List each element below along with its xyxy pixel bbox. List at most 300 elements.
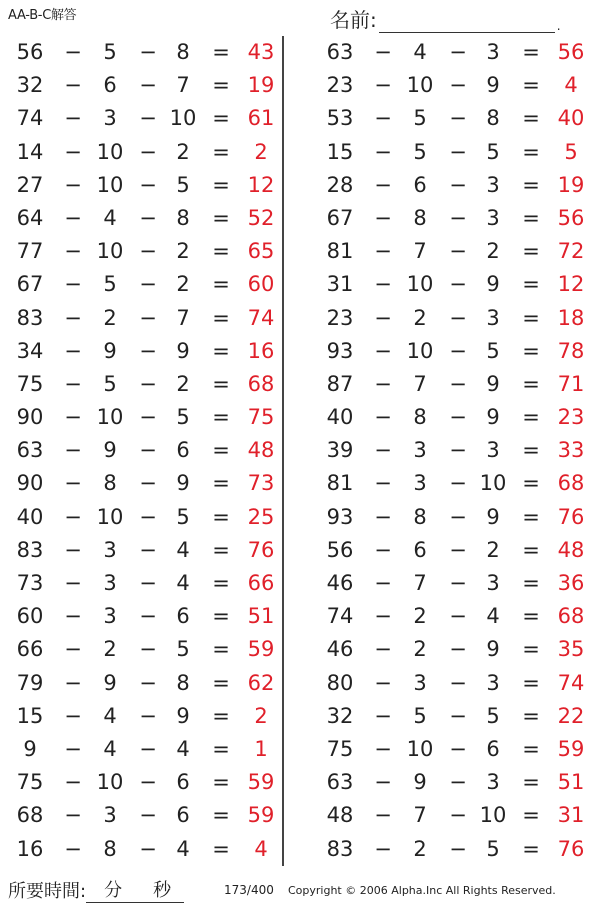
answer: 60: [247, 272, 275, 297]
subtrahend-2: 9: [486, 73, 500, 98]
minus-sign: −: [64, 670, 82, 695]
equals-sign: =: [212, 338, 230, 363]
equals-sign: =: [212, 736, 230, 761]
minus-sign: −: [449, 504, 467, 529]
minuend: 77: [16, 239, 44, 264]
subtrahend-1: 7: [413, 571, 427, 595]
minus-sign: −: [139, 637, 157, 662]
minus-sign: −: [139, 106, 157, 131]
minus-sign: −: [64, 537, 82, 562]
subtrahend-1: 3: [413, 438, 427, 463]
minus-sign: −: [139, 371, 157, 396]
minus-sign: −: [449, 405, 467, 430]
subtrahend-2: 4: [176, 736, 190, 761]
answer: 43: [247, 40, 275, 64]
subtrahend-1: 6: [413, 537, 427, 562]
answer: 75: [247, 405, 275, 430]
problem-row: [310, 302, 600, 335]
answer: 68: [557, 471, 585, 496]
subtrahend-1: 4: [103, 703, 117, 728]
problem-row: [310, 633, 600, 666]
subtrahend-1: 2: [413, 836, 427, 861]
minus-sign: −: [64, 571, 82, 595]
subtrahend-2: 4: [176, 571, 190, 595]
minuend: 79: [16, 670, 44, 695]
answer: 36: [557, 571, 585, 595]
left-problem-column: [0, 36, 290, 866]
minus-sign: −: [374, 106, 392, 131]
subtrahend-1: 10: [406, 272, 434, 297]
minus-sign: −: [139, 504, 157, 529]
minus-sign: −: [64, 106, 82, 131]
problem-row: [310, 102, 600, 135]
equals-sign: =: [522, 836, 540, 861]
worksheet-title: AA-B-C解答: [8, 8, 77, 23]
minus-sign: −: [374, 338, 392, 363]
subtrahend-2: 6: [176, 770, 190, 795]
minuend: 74: [326, 604, 354, 629]
equals-sign: =: [522, 604, 540, 629]
minuend: 48: [326, 803, 354, 828]
subtrahend-1: 10: [96, 504, 124, 529]
minus-sign: −: [449, 637, 467, 662]
minus-sign: −: [139, 40, 157, 64]
column-divider: [282, 36, 284, 866]
minus-sign: −: [64, 139, 82, 164]
problem-row: [0, 467, 290, 500]
subtrahend-1: 10: [406, 736, 434, 761]
minus-sign: −: [139, 836, 157, 861]
subtrahend-2: 9: [486, 371, 500, 396]
answer: 25: [247, 504, 275, 529]
minuend: 40: [326, 405, 354, 430]
minus-sign: −: [449, 537, 467, 562]
minus-sign: −: [64, 73, 82, 98]
problem-row: [0, 368, 290, 401]
problem-row: [0, 401, 290, 434]
minus-sign: −: [449, 471, 467, 496]
equals-sign: =: [522, 736, 540, 761]
equals-sign: =: [212, 571, 230, 595]
minuend: 81: [326, 239, 354, 264]
subtrahend-1: 4: [103, 736, 117, 761]
equals-sign: =: [212, 172, 230, 197]
answer: 18: [557, 305, 585, 330]
minus-sign: −: [139, 770, 157, 795]
subtrahend-2: 8: [486, 106, 500, 131]
subtrahend-1: 10: [96, 770, 124, 795]
problem-row: [310, 733, 600, 766]
seconds-blank: [140, 876, 184, 903]
minus-sign: −: [139, 338, 157, 363]
equals-sign: =: [522, 637, 540, 662]
subtrahend-2: 8: [176, 670, 190, 695]
equals-sign: =: [212, 703, 230, 728]
minuend: 75: [326, 736, 354, 761]
subtrahend-2: 6: [176, 604, 190, 629]
problem-row: [310, 202, 600, 235]
minus-sign: −: [374, 405, 392, 430]
answer: 40: [557, 106, 585, 131]
problem-row: [310, 467, 600, 500]
answer: 48: [247, 438, 275, 463]
answer: 16: [247, 338, 275, 363]
equals-sign: =: [522, 438, 540, 463]
minus-sign: −: [374, 670, 392, 695]
problem-row: [0, 733, 290, 766]
minus-sign: −: [374, 471, 392, 496]
equals-sign: =: [522, 338, 540, 363]
subtrahend-2: 3: [486, 571, 500, 595]
minus-sign: −: [449, 604, 467, 629]
problem-row: [0, 235, 290, 268]
minuend: 90: [16, 471, 44, 496]
subtrahend-2: 4: [176, 836, 190, 861]
equals-sign: =: [212, 305, 230, 330]
answer: 62: [247, 670, 275, 695]
minus-sign: −: [374, 139, 392, 164]
answer: 68: [557, 604, 585, 629]
time-label: 所要時間:: [8, 881, 87, 902]
minus-sign: −: [139, 803, 157, 828]
minus-sign: −: [64, 405, 82, 430]
equals-sign: =: [212, 239, 230, 264]
minus-sign: −: [374, 703, 392, 728]
minuend: 9: [23, 736, 37, 761]
minus-sign: −: [374, 604, 392, 629]
answer: 33: [557, 438, 585, 463]
subtrahend-1: 8: [413, 405, 427, 430]
answer: 59: [247, 770, 275, 795]
minus-sign: −: [64, 637, 82, 662]
minuend: 93: [326, 504, 354, 529]
subtrahend-2: 3: [486, 305, 500, 330]
problem-row: [0, 335, 290, 368]
problem-row: [310, 501, 600, 534]
answer: 12: [557, 272, 585, 297]
equals-sign: =: [212, 73, 230, 98]
subtrahend-2: 9: [486, 504, 500, 529]
problem-row: [310, 36, 600, 69]
subtrahend-1: 5: [413, 106, 427, 131]
equals-sign: =: [212, 205, 230, 230]
answer: 35: [557, 637, 585, 662]
subtrahend-2: 8: [176, 205, 190, 230]
answer: 19: [247, 73, 275, 98]
subtrahend-1: 4: [413, 40, 427, 64]
minuend: 83: [16, 305, 44, 330]
minuend: 28: [326, 172, 354, 197]
equals-sign: =: [522, 205, 540, 230]
equals-sign: =: [212, 438, 230, 463]
problem-row: [310, 69, 600, 102]
equals-sign: =: [522, 471, 540, 496]
minus-sign: −: [374, 371, 392, 396]
subtrahend-2: 7: [176, 73, 190, 98]
minus-sign: −: [64, 172, 82, 197]
subtrahend-1: 9: [103, 670, 117, 695]
problem-row: [0, 799, 290, 832]
subtrahend-1: 2: [413, 637, 427, 662]
problem-row: [0, 36, 290, 69]
problem-row: [0, 102, 290, 135]
answer: 66: [247, 571, 275, 595]
subtrahend-2: 8: [176, 40, 190, 64]
subtrahend-1: 10: [96, 172, 124, 197]
answer: 19: [557, 172, 585, 197]
minuend: 23: [326, 305, 354, 330]
equals-sign: =: [522, 504, 540, 529]
minuend: 60: [16, 604, 44, 629]
answer: 23: [557, 405, 585, 430]
subtrahend-2: 6: [176, 438, 190, 463]
subtrahend-1: 5: [413, 139, 427, 164]
answer: 2: [254, 703, 268, 728]
problem-row: [310, 766, 600, 799]
subtrahend-2: 3: [486, 40, 500, 64]
answer: 5: [564, 139, 578, 164]
minus-sign: −: [449, 40, 467, 64]
minus-sign: −: [139, 305, 157, 330]
subtrahend-1: 10: [406, 73, 434, 98]
minus-sign: −: [374, 504, 392, 529]
problem-row: [0, 667, 290, 700]
subtrahend-1: 5: [103, 40, 117, 64]
minuend: 64: [16, 205, 44, 230]
problem-row: [0, 700, 290, 733]
answer: 71: [557, 371, 585, 396]
minuend: 53: [326, 106, 354, 131]
minus-sign: −: [139, 604, 157, 629]
minus-sign: −: [374, 73, 392, 98]
minuend: 90: [16, 405, 44, 430]
subtrahend-1: 3: [103, 537, 117, 562]
minuend: 31: [326, 272, 354, 297]
minuend: 75: [16, 770, 44, 795]
minus-sign: −: [449, 836, 467, 861]
minuend: 83: [16, 537, 44, 562]
answer: 78: [557, 338, 585, 363]
subtrahend-1: 3: [103, 803, 117, 828]
subtrahend-2: 3: [486, 205, 500, 230]
subtrahend-2: 2: [176, 371, 190, 396]
answer: 51: [557, 770, 585, 795]
minus-sign: −: [449, 338, 467, 363]
minuend: 67: [326, 205, 354, 230]
answer: 76: [557, 504, 585, 529]
subtrahend-2: 5: [176, 637, 190, 662]
subtrahend-1: 10: [96, 139, 124, 164]
subtrahend-1: 3: [103, 106, 117, 131]
minus-sign: −: [64, 371, 82, 396]
minuend: 93: [326, 338, 354, 363]
answer: 73: [247, 471, 275, 496]
equals-sign: =: [212, 537, 230, 562]
minus-sign: −: [139, 172, 157, 197]
minuend: 32: [16, 73, 44, 98]
minus-sign: −: [64, 272, 82, 297]
equals-sign: =: [522, 670, 540, 695]
equals-sign: =: [522, 571, 540, 595]
subtrahend-2: 5: [486, 338, 500, 363]
minuend: 15: [326, 139, 354, 164]
minus-sign: −: [449, 438, 467, 463]
minuend: 56: [326, 537, 354, 562]
minus-sign: −: [139, 205, 157, 230]
subtrahend-2: 10: [169, 106, 197, 131]
subtrahend-2: 7: [176, 305, 190, 330]
problem-row: [0, 268, 290, 301]
minus-sign: −: [139, 471, 157, 496]
minus-sign: −: [449, 703, 467, 728]
minuend: 46: [326, 571, 354, 595]
subtrahend-1: 2: [103, 637, 117, 662]
minus-sign: −: [64, 803, 82, 828]
answer: 1: [254, 736, 268, 761]
minutes-blank: [86, 876, 140, 903]
subtrahend-2: 2: [176, 139, 190, 164]
answer: 72: [557, 239, 585, 264]
minus-sign: −: [139, 736, 157, 761]
equals-sign: =: [212, 836, 230, 861]
problem-row: [0, 600, 290, 633]
minus-sign: −: [139, 139, 157, 164]
answer: 56: [557, 205, 585, 230]
minus-sign: −: [64, 471, 82, 496]
subtrahend-1: 2: [413, 305, 427, 330]
subtrahend-2: 3: [486, 172, 500, 197]
subtrahend-1: 3: [103, 604, 117, 629]
problem-row: [310, 401, 600, 434]
problem-row: [0, 633, 290, 666]
problem-row: [0, 567, 290, 600]
answer: 76: [557, 836, 585, 861]
minus-sign: −: [374, 239, 392, 264]
equals-sign: =: [212, 770, 230, 795]
problem-row: [0, 136, 290, 169]
subtrahend-2: 9: [486, 272, 500, 297]
subtrahend-1: 8: [103, 471, 117, 496]
problem-row: [0, 766, 290, 799]
answer: 2: [254, 139, 268, 164]
minus-sign: −: [64, 205, 82, 230]
subtrahend-1: 3: [103, 571, 117, 595]
minus-sign: −: [374, 272, 392, 297]
problem-row: [310, 136, 600, 169]
minus-sign: −: [449, 371, 467, 396]
equals-sign: =: [522, 770, 540, 795]
subtrahend-2: 5: [486, 139, 500, 164]
equals-sign: =: [522, 139, 540, 164]
subtrahend-1: 3: [413, 471, 427, 496]
subtrahend-1: 10: [406, 338, 434, 363]
problem-row: [0, 434, 290, 467]
minus-sign: −: [374, 438, 392, 463]
subtrahend-2: 3: [486, 670, 500, 695]
minuend: 16: [16, 836, 44, 861]
subtrahend-1: 6: [413, 172, 427, 197]
minuend: 75: [16, 371, 44, 396]
subtrahend-2: 2: [486, 537, 500, 562]
answer: 68: [247, 371, 275, 396]
minus-sign: −: [64, 604, 82, 629]
equals-sign: =: [212, 670, 230, 695]
minuend: 83: [326, 836, 354, 861]
subtrahend-1: 6: [103, 73, 117, 98]
problem-row: [310, 169, 600, 202]
minus-sign: −: [139, 670, 157, 695]
minus-sign: −: [64, 770, 82, 795]
subtrahend-1: 9: [103, 338, 117, 363]
subtrahend-2: 2: [176, 272, 190, 297]
minus-sign: −: [449, 205, 467, 230]
answer: 59: [557, 736, 585, 761]
name-field: [330, 4, 561, 33]
equals-sign: =: [212, 471, 230, 496]
subtrahend-2: 9: [176, 338, 190, 363]
minus-sign: −: [449, 736, 467, 761]
minus-sign: −: [64, 40, 82, 64]
equals-sign: =: [212, 106, 230, 131]
minus-sign: −: [64, 703, 82, 728]
equals-sign: =: [212, 40, 230, 64]
subtrahend-2: 5: [176, 405, 190, 430]
subtrahend-2: 5: [176, 172, 190, 197]
equals-sign: =: [522, 239, 540, 264]
minus-sign: −: [64, 305, 82, 330]
subtrahend-1: 8: [103, 836, 117, 861]
subtrahend-2: 2: [176, 239, 190, 264]
subtrahend-1: 7: [413, 371, 427, 396]
minus-sign: −: [64, 438, 82, 463]
problem-row: [0, 833, 290, 866]
minuend: 34: [16, 338, 44, 363]
equals-sign: =: [522, 371, 540, 396]
subtrahend-1: 9: [103, 438, 117, 463]
minuend: 15: [16, 703, 44, 728]
answer: 76: [247, 537, 275, 562]
subtrahend-2: 6: [486, 736, 500, 761]
minuend: 80: [326, 670, 354, 695]
seconds-label: 秒: [153, 880, 172, 901]
minuend: 63: [326, 770, 354, 795]
equals-sign: =: [522, 305, 540, 330]
problem-row: [0, 501, 290, 534]
subtrahend-1: 9: [413, 770, 427, 795]
answer: 59: [247, 637, 275, 662]
subtrahend-1: 10: [96, 405, 124, 430]
equals-sign: =: [522, 537, 540, 562]
subtrahend-1: 7: [413, 803, 427, 828]
problem-row: [310, 268, 600, 301]
minus-sign: −: [139, 73, 157, 98]
equals-sign: =: [212, 371, 230, 396]
minus-sign: −: [374, 537, 392, 562]
answer: 61: [247, 106, 275, 131]
problem-row: [0, 202, 290, 235]
subtrahend-2: 9: [176, 703, 190, 728]
equals-sign: =: [212, 637, 230, 662]
answer: 4: [564, 73, 578, 98]
subtrahend-2: 9: [486, 405, 500, 430]
subtrahend-1: 5: [103, 371, 117, 396]
minuend: 81: [326, 471, 354, 496]
minus-sign: −: [139, 571, 157, 595]
subtrahend-2: 9: [486, 637, 500, 662]
minuend: 56: [16, 40, 44, 64]
minuend: 14: [16, 139, 44, 164]
answer: 65: [247, 239, 275, 264]
